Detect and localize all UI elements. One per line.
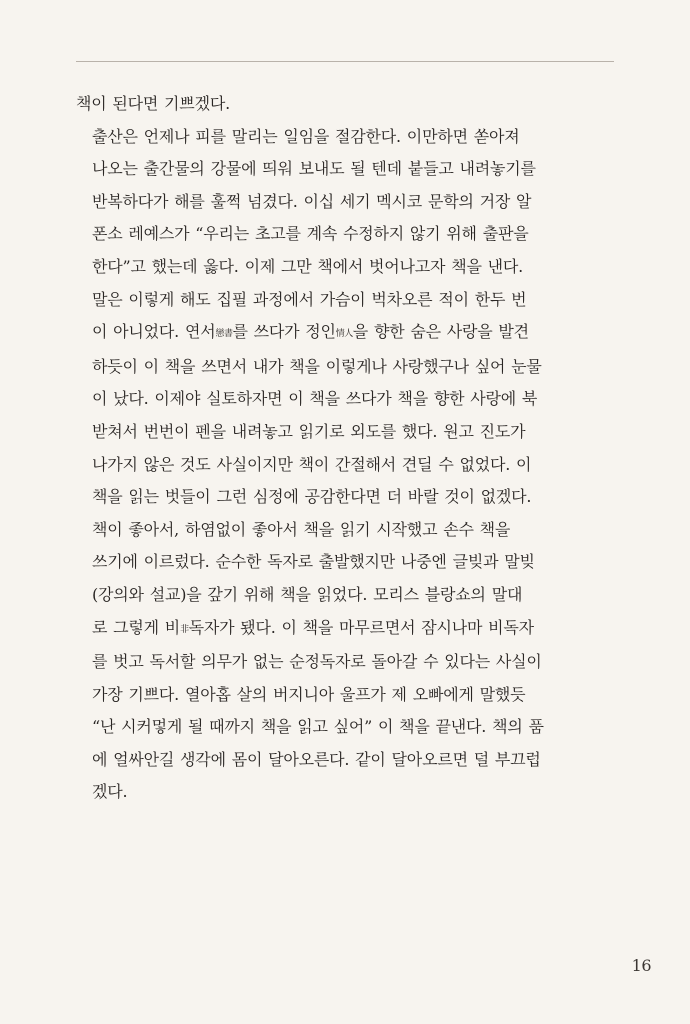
text-line: 나오는 출간물의 강물에 띄워 보내도 될 텐데 붙들고 내려놓기를 [92, 159, 536, 179]
text-line: 한다”고 했는데 옳다. 이제 그만 책에서 벗어나고자 책을 낸다. [92, 256, 523, 276]
paragraph-2 [76, 121, 616, 284]
paragraph-3 [76, 284, 616, 514]
text-line: 나가지 않은 것도 사실이지만 책이 간절해서 견딜 수 없었다. 이 [92, 454, 532, 474]
page-number: 16 [631, 956, 651, 975]
text-line: 를 벗고 독서할 의무가 없는 순정독자로 돌아갈 수 있다는 사실이 [92, 652, 542, 672]
header-rule [76, 61, 614, 62]
hanja-annotation: 情人 [335, 329, 353, 340]
text-line: “난 시커멓게 될 때까지 책을 읽고 싶어” 이 책을 끝낸다. 책의 품 [92, 717, 544, 737]
text-line: 겠다. [92, 782, 128, 802]
text-line: 책을 읽는 벗들이 그런 심정에 공감한다면 더 바랄 것이 없겠다. [92, 487, 532, 507]
text-line: 하듯이 이 책을 쓰면서 내가 책을 이렇게나 사랑했구나 싶어 눈물 [92, 356, 542, 376]
text-line: 출산은 언제나 피를 말리는 일임을 절감한다. 이만하면 쏟아져 [92, 126, 520, 146]
text-line: 받쳐서 번번이 펜을 내려놓고 읽기로 외도를 했다. 원고 진도가 [92, 421, 526, 441]
text-line: 에 얼싸안길 생각에 몸이 달아오른다. 같이 달아오르면 덜 부끄럽 [92, 749, 541, 769]
text-line: (강의와 설교)을 갚기 위해 책을 읽었다. 모리스 블랑쇼의 말대 [92, 584, 523, 604]
text-line: 쓰기에 이르렀다. 순수한 독자로 출발했지만 나중엔 글빚과 말빚 [92, 552, 535, 572]
text-line: 가장 기쁘다. 열아홉 살의 버지니아 울프가 제 오빠에게 말했듯 [92, 684, 526, 704]
hanja-annotation: 戀書 [215, 329, 233, 340]
text-line: 말은 이렇게 해도 집필 과정에서 가슴이 벅차오른 적이 한두 번 [92, 289, 527, 309]
text-line: 이 아니었다. 연서戀書를 쓰다가 정인情人을 향한 숨은 사랑을 발견 [92, 322, 529, 342]
text-line: 이 났다. 이제야 실토하자면 이 책을 쓰다가 책을 향한 사랑에 북 [92, 389, 538, 409]
text-line: 책이 좋아서, 하염없이 좋아서 책을 읽기 시작했고 손수 책을 [92, 519, 511, 539]
paragraph-1 [76, 88, 616, 121]
text-line: 책이 된다면 기쁘겠다. [76, 94, 230, 113]
hanja-annotation: 非 [180, 624, 189, 635]
text-line: 반복하다가 해를 훌쩍 넘겼다. 이십 세기 멕시코 문학의 거장 알 [92, 191, 532, 211]
text-line: 로 그렇게 비非독자가 됐다. 이 책을 마무르면서 잠시나마 비독자 [92, 617, 534, 637]
paragraph-4 [76, 514, 616, 809]
body-text [76, 88, 616, 809]
text-line: 폰소 레예스가 “우리는 초고를 계속 수정하지 않기 위해 출판을 [92, 224, 529, 244]
